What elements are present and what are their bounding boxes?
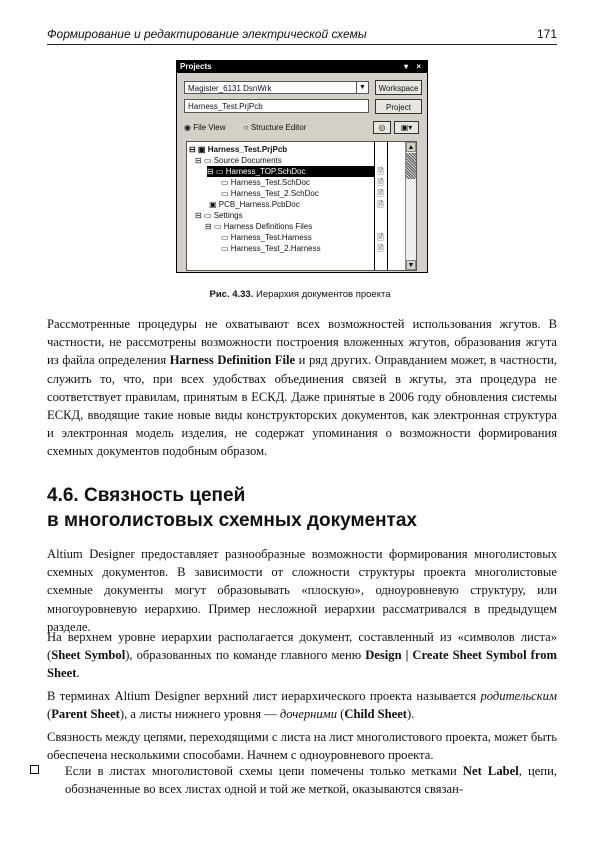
radio-file-view[interactable]: ◉ File View [184, 123, 226, 132]
tree-scrollbar[interactable] [405, 142, 416, 270]
text: ), образованных по команде главного меню [125, 648, 366, 663]
radio-structure-editor-label: Structure Editor [250, 123, 307, 132]
text: ). [407, 707, 415, 722]
tree-item-selected[interactable]: ⊟ ▭ Harness_TOP.SchDoc [207, 166, 375, 177]
document-icon: 🗎 [377, 189, 384, 198]
panel-title-buttons[interactable]: ▾ × [404, 62, 424, 71]
radio-file-view-label: File View [193, 123, 226, 132]
scroll-up-icon[interactable]: ▲ [407, 144, 415, 151]
bullet-item [47, 762, 557, 798]
page-number: 171 [536, 27, 557, 41]
text: , цепи, обозначенные во всех листах одной и той же меткой, оказываются связан- [65, 764, 557, 797]
tree-item[interactable]: ⊟ ▭ Source Documents [195, 156, 282, 165]
checkbox-bullet-icon [30, 765, 39, 774]
paragraph: Altium Designer предоставляет разнообразные возможности формирования многолистовых схемных документов. В зависимости от сложности структуры проекта многолистовые схемные документы могут образовывать «плоскую», одноуровневую структуру, или многоуровневую иерархию. Пример несложной иерархии рассматривался в предыдущем разделе. [47, 547, 557, 634]
panel-titlebar [177, 61, 427, 73]
radio-structure-editor[interactable]: ○ Structure Editor [243, 123, 307, 132]
tree-item[interactable]: ▣ PCB_Harness.PcbDoc [209, 200, 300, 209]
paragraph [47, 687, 557, 723]
text: ), а листы нижнего уровня — [119, 707, 280, 722]
projects-panel [176, 60, 428, 273]
workspace-select[interactable] [184, 81, 369, 94]
project-value: Harness_Test.PrjPcb [188, 102, 263, 111]
tree-item[interactable]: ⊟ ▭ Settings [195, 211, 243, 220]
tree-item-label: Settings [213, 211, 243, 220]
paragraph: Связность между цепями, переходящими с листа на лист многолистового проекта, может быть обеспечена несколькими способами. Начнем с одноуровневого проекта. [47, 730, 557, 763]
options-icon[interactable]: ▣▾ [394, 121, 419, 134]
text: ( [337, 707, 345, 722]
tree-item[interactable]: ▭ Harness_Test.Harness [221, 233, 312, 242]
tree-item-label: Harness_Test.Harness [230, 233, 312, 242]
tree-item-label: Harness_TOP.SchDoc [225, 167, 306, 176]
figure-caption [0, 289, 600, 300]
tree-item-label: Harness_Test.SchDoc [230, 178, 310, 187]
project-button[interactable]: Project [375, 99, 422, 114]
term: Harness Definition File [169, 353, 296, 368]
header-title: Формирование и редактирование электрической схемы [47, 27, 367, 41]
tree-item-label: Harness_Test_2.Harness [230, 244, 321, 253]
project-tree [186, 141, 417, 271]
tree-item-label: Harness_Test_2.SchDoc [230, 189, 319, 198]
text: . [76, 666, 80, 681]
tree-item[interactable]: ⊟ ▣ Harness_Test.PrjPcb [189, 145, 288, 154]
section-heading [47, 483, 557, 533]
caption-label: Рис. 4.33. [209, 289, 254, 300]
term-italic: родительским [480, 689, 557, 703]
heading-line: в многолистовых схемных документах [47, 510, 417, 531]
tree-item-label: Harness Definitions Files [223, 222, 313, 231]
tree-item-label: PCB_Harness.PcbDoc [218, 200, 300, 209]
term: Child Sheet [344, 707, 408, 722]
tree-item[interactable]: ▭ Harness_Test.SchDoc [221, 178, 310, 187]
caption-text: Иерархия документов проекта [253, 289, 391, 300]
paragraph [47, 315, 557, 461]
text: Если в листах многолистовой схемы цепи помечены только метками [65, 764, 463, 778]
text: На верхнем уровне иерархии располагается документ, составленный из «символов листа» ( [47, 630, 557, 663]
document-icon: 🗎 [377, 178, 384, 187]
text: и ряд других. Оправданием может, в частности, служить то, что, при всех удобствах объединения связей в жгуты, эта процедура не соответствует правилам, принятым в ЕСКД. Даже принятые в 2006 году обновления системы ЕСКД, вводящие такие новые виды конструкторских документов, как электронная структура и электронная модель изделия, не содержат упоминания о возможности формирования схемных документов подобным образом. [47, 353, 557, 459]
document-icon: 🗎 [377, 200, 384, 209]
document-icon: 🗎 [377, 244, 384, 253]
chevron-down-icon[interactable]: ▼ [356, 82, 368, 93]
tree-divider [387, 142, 388, 270]
text: В терминах Altium Designer верхний лист иерархического проекта называется [47, 689, 481, 703]
panel-title: Projects [180, 62, 212, 71]
tree-item[interactable]: ▭ Harness_Test_2.Harness [221, 244, 321, 253]
tree-item-label: Harness_Test.PrjPcb [207, 145, 288, 154]
text: ( [47, 707, 52, 722]
tree-item[interactable]: ▭ Harness_Test_2.SchDoc [221, 189, 319, 198]
view-radios [184, 123, 322, 132]
term: Net Label [462, 764, 519, 778]
tree-item-label: Source Documents [213, 156, 282, 165]
menu-command: Design | Create Sheet Symbol from Sheet [47, 648, 557, 681]
document-icon: 🗎 [377, 167, 384, 176]
refresh-icon[interactable]: ◎ [373, 121, 391, 134]
tree-item[interactable]: ⊟ ▭ Harness Definitions Files [205, 222, 313, 231]
scroll-thumb[interactable] [406, 153, 416, 179]
term: Parent Sheet [51, 707, 120, 722]
document-icon: 🗎 [377, 233, 384, 242]
term: Sheet Symbol [51, 648, 126, 663]
heading-line: 4.6. Связность цепей [47, 485, 246, 506]
workspace-button[interactable]: Workspace [375, 80, 422, 95]
workspace-value: Magister_6131 DsnWrk [188, 84, 272, 93]
term-italic: дочерними [279, 707, 338, 722]
project-field[interactable] [184, 99, 369, 113]
running-header [47, 24, 557, 45]
scroll-down-icon[interactable]: ▼ [407, 262, 415, 269]
text: Рассмотренные процедуры не охватывают всех возможностей использования жгутов. В частности, не рассмотрены возможности построения вложенных жгутов, образования жгута из файла определения [47, 317, 557, 368]
paragraph [47, 628, 557, 683]
tree-divider [374, 142, 375, 270]
